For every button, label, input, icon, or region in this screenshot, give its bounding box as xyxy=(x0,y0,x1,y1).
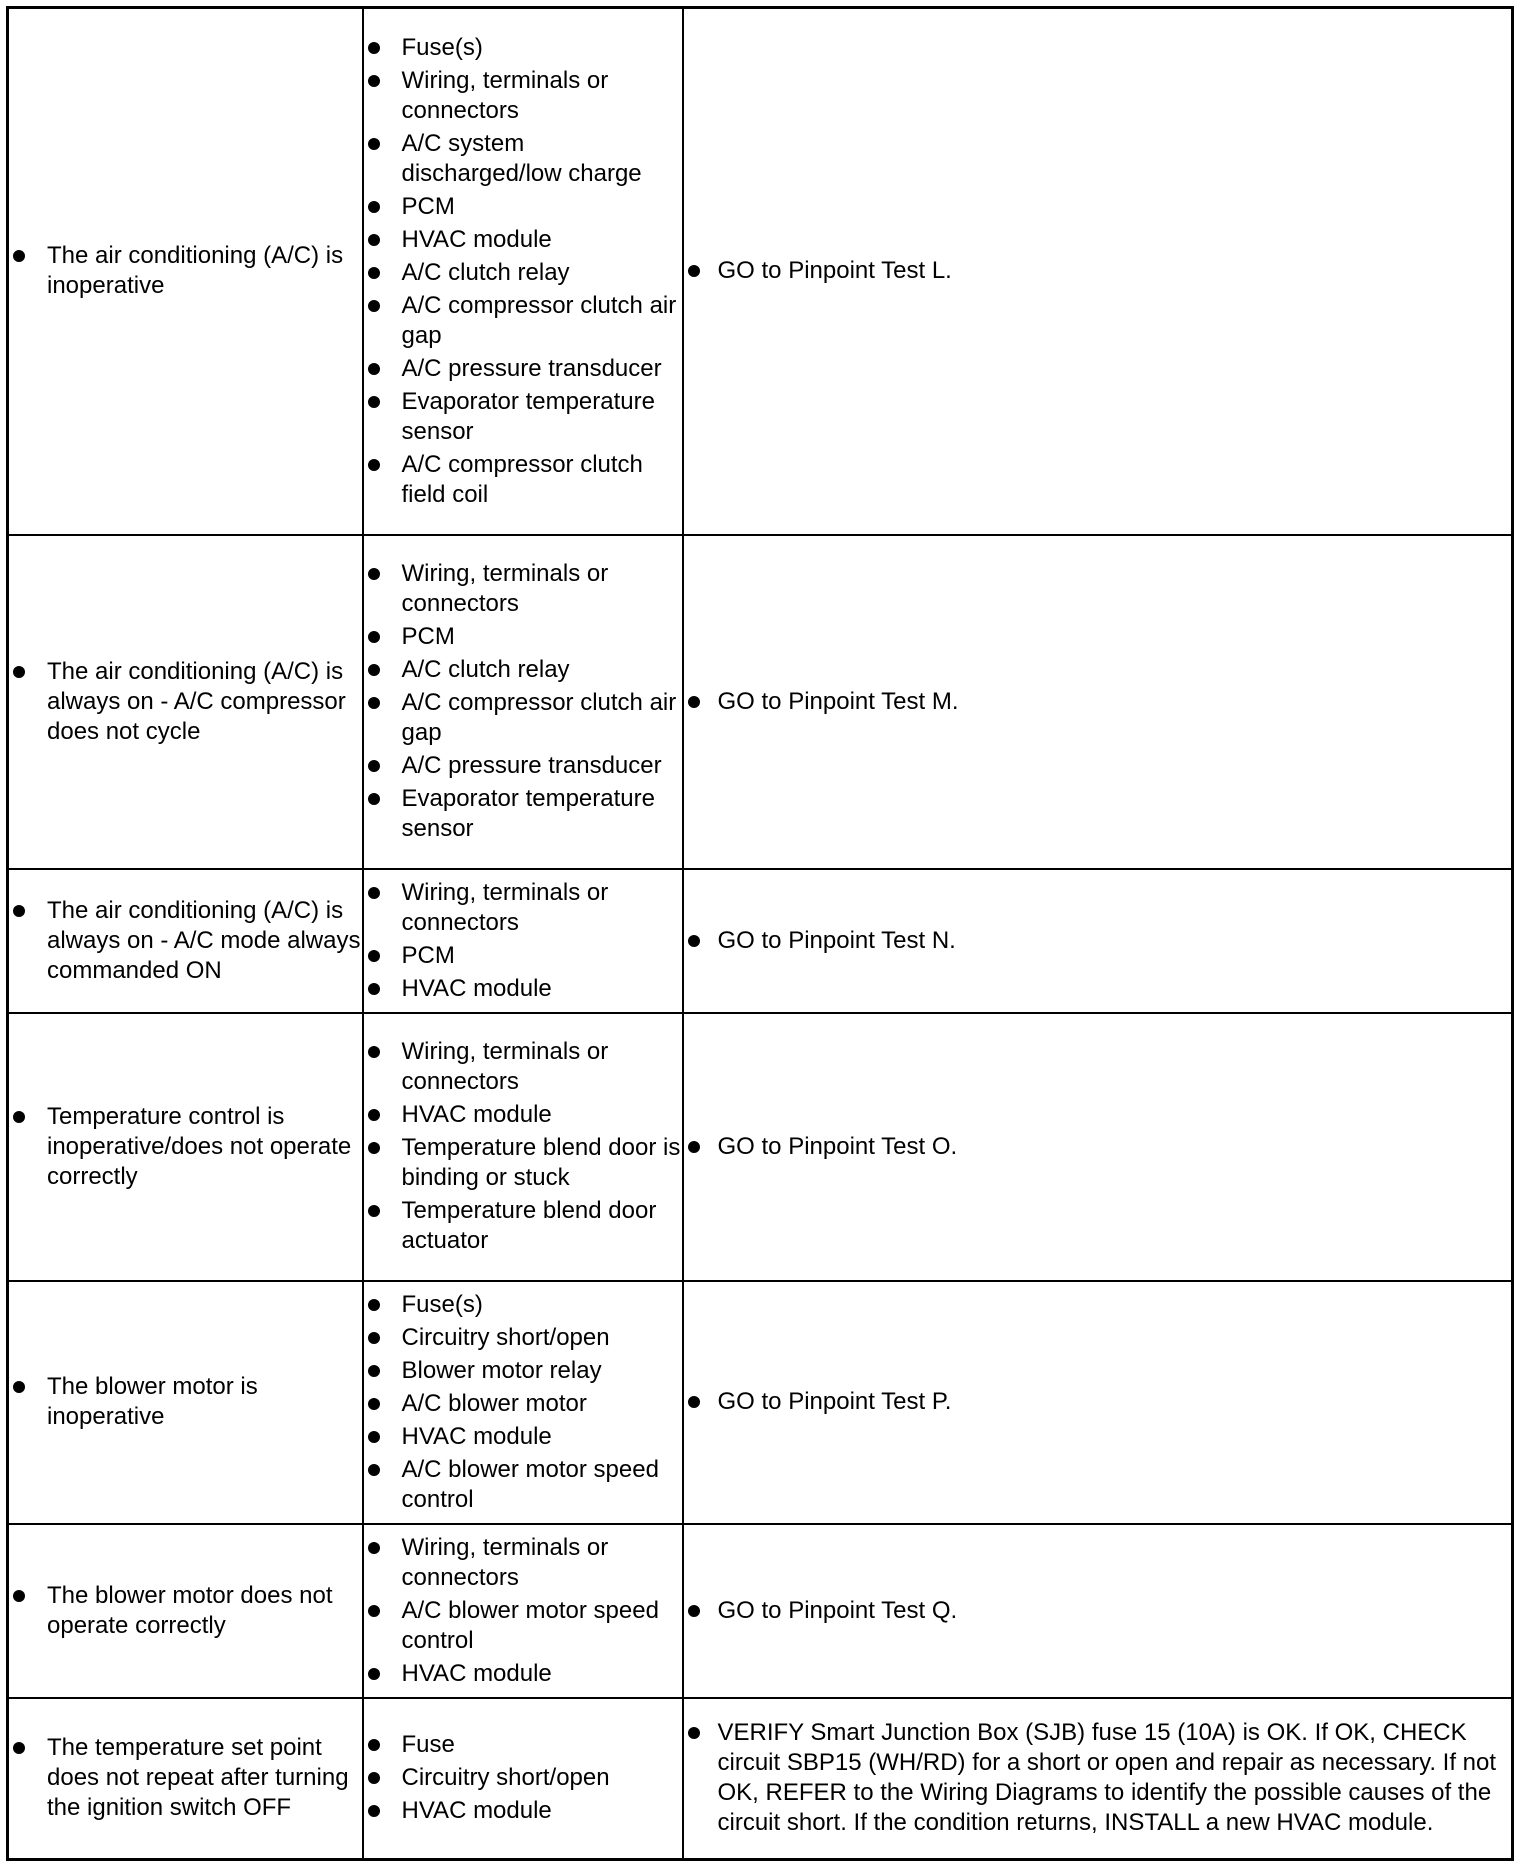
source-item: Wiring, terminals or connectors xyxy=(364,878,682,938)
source-item: Circuitry short/open xyxy=(364,1323,682,1353)
source-item: Temperature blend door actuator xyxy=(364,1196,682,1256)
source-item: HVAC module xyxy=(364,225,682,255)
source-item: PCM xyxy=(364,192,682,222)
source-item: Temperature blend door is binding or stuck xyxy=(364,1133,682,1193)
table-row xyxy=(8,1013,1513,1281)
condition-text: The air conditioning (A/C) is always on - A/C mode always commanded ON xyxy=(9,896,362,986)
table-row xyxy=(8,1281,1513,1524)
action-cell xyxy=(683,1698,1513,1860)
condition-text: Temperature control is inoperative/does not operate correctly xyxy=(9,1102,362,1192)
symptom-chart-table xyxy=(6,6,1514,1861)
table-row xyxy=(8,535,1513,869)
source-item: A/C blower motor speed control xyxy=(364,1455,682,1515)
source-item: Wiring, terminals or connectors xyxy=(364,1037,682,1097)
action-cell xyxy=(683,8,1513,535)
source-item: A/C pressure transducer xyxy=(364,354,682,384)
source-item: Evaporator temperature sensor xyxy=(364,784,682,844)
source-item: HVAC module xyxy=(364,1100,682,1130)
source-item: Fuse(s) xyxy=(364,1290,682,1320)
source-item: A/C system discharged/low charge xyxy=(364,129,682,189)
source-item: A/C blower motor speed control xyxy=(364,1596,682,1656)
source-item: HVAC module xyxy=(364,974,682,1004)
source-cell xyxy=(363,535,683,869)
source-cell xyxy=(363,8,683,535)
source-item: A/C clutch relay xyxy=(364,655,682,685)
table-row xyxy=(8,869,1513,1013)
source-item: A/C blower motor xyxy=(364,1389,682,1419)
condition-cell xyxy=(8,869,363,1013)
source-item: HVAC module xyxy=(364,1796,682,1826)
action-text: GO to Pinpoint Test P. xyxy=(684,1387,1512,1417)
source-item: HVAC module xyxy=(364,1422,682,1452)
action-cell xyxy=(683,1524,1513,1698)
condition-text: The blower motor is inoperative xyxy=(9,1372,362,1432)
source-cell xyxy=(363,1281,683,1524)
source-item: A/C compressor clutch air gap xyxy=(364,688,682,748)
source-item: A/C clutch relay xyxy=(364,258,682,288)
action-cell xyxy=(683,535,1513,869)
source-item: Wiring, terminals or connectors xyxy=(364,66,682,126)
action-cell xyxy=(683,1281,1513,1524)
table-row xyxy=(8,8,1513,535)
table-row xyxy=(8,1698,1513,1860)
source-cell xyxy=(363,869,683,1013)
source-item: Wiring, terminals or connectors xyxy=(364,559,682,619)
condition-text: The blower motor does not operate correctly xyxy=(9,1581,362,1641)
source-item: Blower motor relay xyxy=(364,1356,682,1386)
source-item: Wiring, terminals or connectors xyxy=(364,1533,682,1593)
source-cell xyxy=(363,1013,683,1281)
source-item: Evaporator temperature sensor xyxy=(364,387,682,447)
action-text: VERIFY Smart Junction Box (SJB) fuse 15 (10A) is OK. If OK, CHECK circuit SBP15 (WH/RD) for a short or open and repair as necessary. If not OK, REFER to the Wiring Diagrams to identify the possible causes of the circuit short. If the condition returns, INSTALL a new HVAC module. xyxy=(684,1718,1512,1838)
action-cell xyxy=(683,1013,1513,1281)
source-cell xyxy=(363,1698,683,1860)
condition-cell xyxy=(8,535,363,869)
action-text: GO to Pinpoint Test L. xyxy=(684,256,1512,286)
source-item: Fuse(s) xyxy=(364,33,682,63)
condition-cell xyxy=(8,1281,363,1524)
source-item: A/C pressure transducer xyxy=(364,751,682,781)
action-text: GO to Pinpoint Test M. xyxy=(684,687,1512,717)
condition-cell xyxy=(8,8,363,535)
condition-text: The air conditioning (A/C) is inoperative xyxy=(9,241,362,301)
source-item: HVAC module xyxy=(364,1659,682,1689)
condition-cell xyxy=(8,1013,363,1281)
table-row xyxy=(8,1524,1513,1698)
action-text: GO to Pinpoint Test N. xyxy=(684,926,1512,956)
condition-cell xyxy=(8,1698,363,1860)
condition-text: The air conditioning (A/C) is always on - A/C compressor does not cycle xyxy=(9,657,362,747)
source-item: A/C compressor clutch air gap xyxy=(364,291,682,351)
source-item: A/C compressor clutch field coil xyxy=(364,450,682,510)
source-item: Circuitry short/open xyxy=(364,1763,682,1793)
source-item: Fuse xyxy=(364,1730,682,1760)
source-item: PCM xyxy=(364,622,682,652)
action-cell xyxy=(683,869,1513,1013)
condition-text: The temperature set point does not repeat after turning the ignition switch OFF xyxy=(9,1733,362,1823)
action-text: GO to Pinpoint Test O. xyxy=(684,1132,1512,1162)
source-item: PCM xyxy=(364,941,682,971)
condition-cell xyxy=(8,1524,363,1698)
action-text: GO to Pinpoint Test Q. xyxy=(684,1596,1512,1626)
source-cell xyxy=(363,1524,683,1698)
